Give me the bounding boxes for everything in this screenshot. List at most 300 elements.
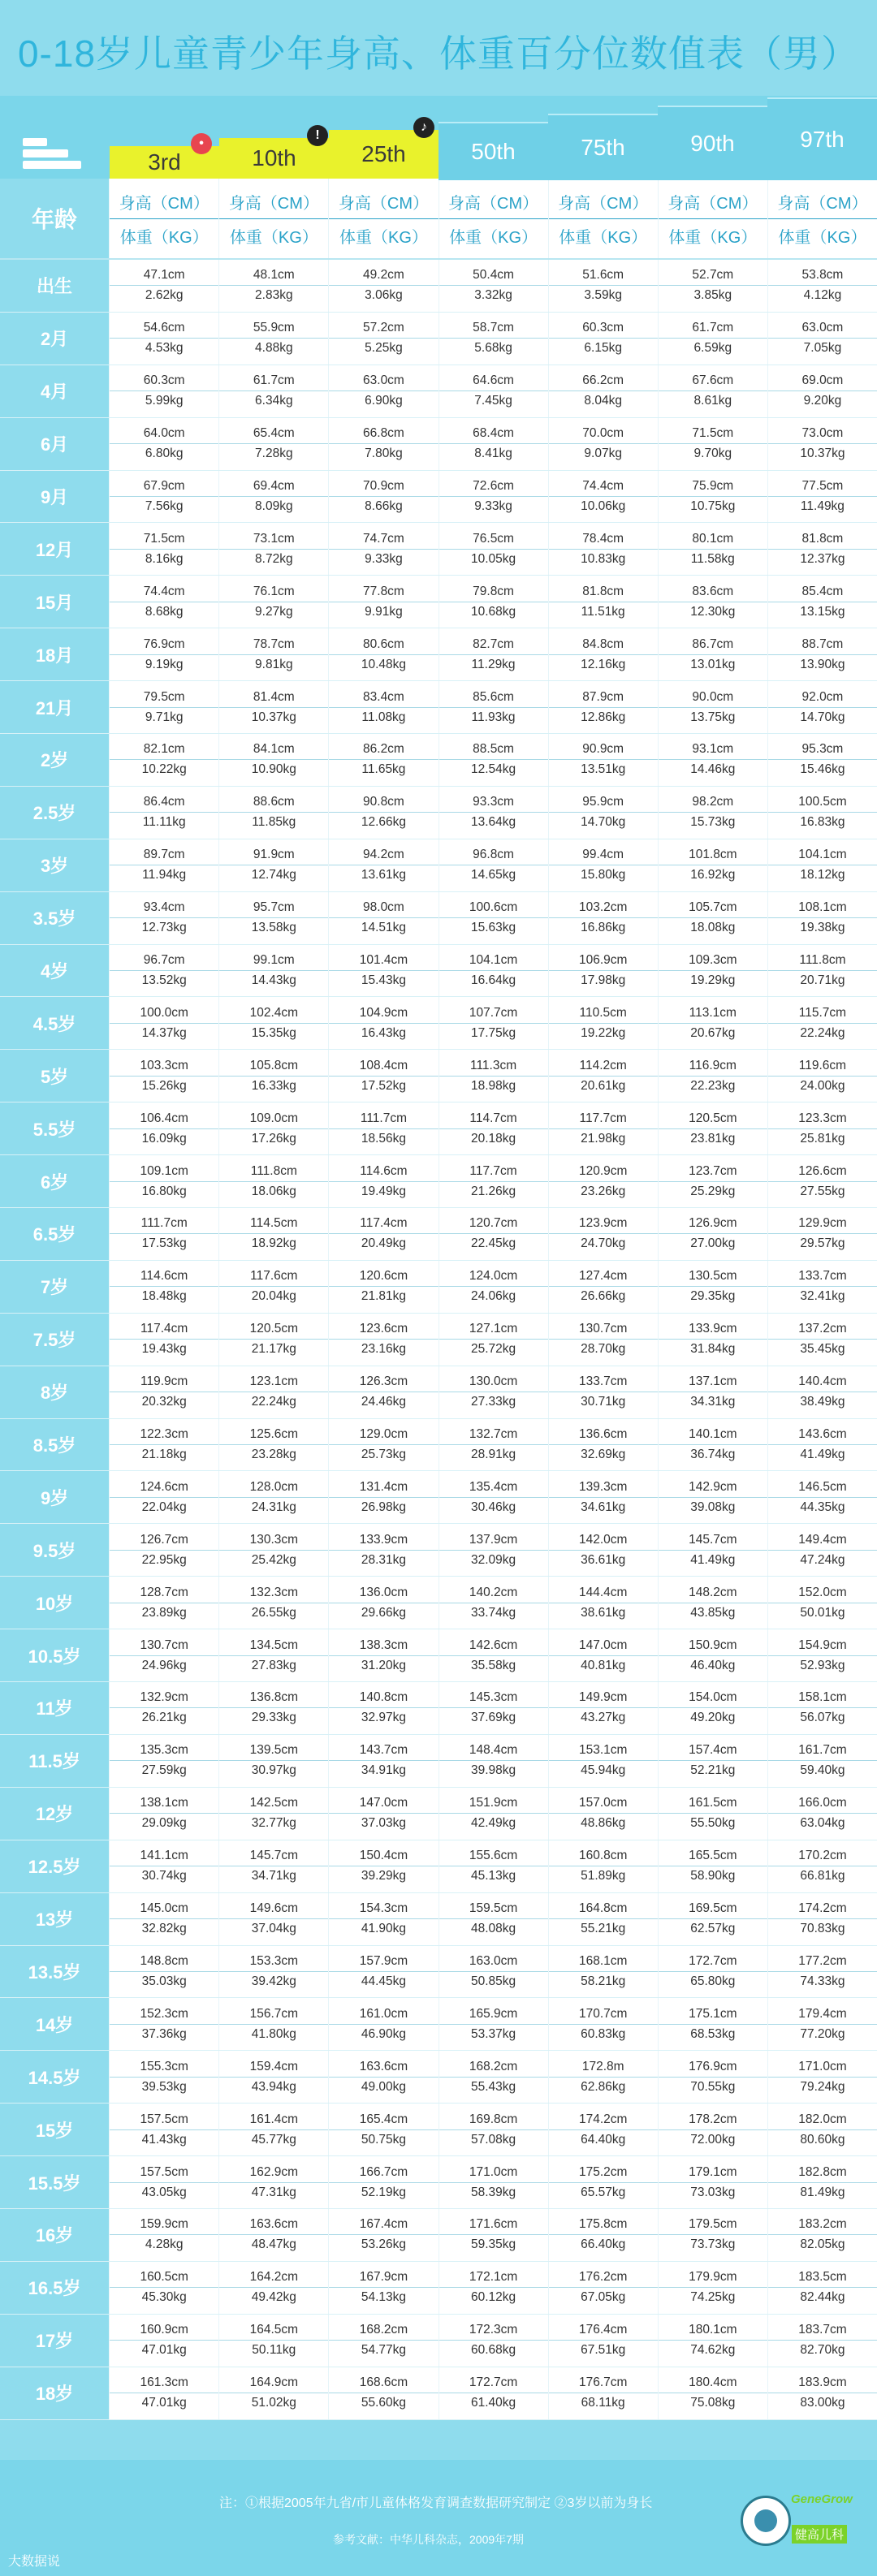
height-value: 101.4cm [329,953,438,971]
height-value: 72.6cm [439,479,548,497]
table-cell [767,1208,877,1260]
height-value: 151.9cm [439,1796,548,1814]
weight-value: 35.45kg [800,1342,845,1357]
column-header-75th [548,179,658,258]
table-cell [658,2156,767,2208]
table-cell [109,418,218,470]
table-cell [109,997,218,1049]
height-value: 95.3cm [768,742,877,760]
weight-value: 55.50kg [690,1816,736,1831]
weight-value: 73.03kg [690,2185,736,2199]
table-cell [658,1524,767,1576]
height-value: 157.5cm [110,2165,218,2183]
table-cell [658,576,767,628]
table-cell [438,1629,548,1681]
weight-value: 9.33kg [365,551,403,566]
table-cell [109,734,218,786]
weight-value: 8.61kg [693,394,732,408]
height-value: 117.4cm [110,1322,218,1340]
table-cell [658,1261,767,1313]
height-value: 136.6cm [549,1427,658,1445]
height-value: 172.7cm [439,2375,548,2393]
genegrow-logo-sub: 健高儿科 [792,2525,847,2544]
weight-value: 50.75kg [361,2132,407,2147]
table-cell [438,471,548,523]
height-value: 182.0cm [768,2112,877,2130]
table-cell [328,260,438,312]
percentile-label: 97th [800,127,845,152]
table-cell [548,365,658,417]
height-value: 163.0cm [439,1954,548,1972]
weight-value: 28.91kg [470,1448,516,1462]
table-cell [109,1946,218,1998]
table-row [0,945,877,998]
weight-label: 体重（KG） [339,228,428,247]
height-value: 126.3cm [329,1374,438,1392]
height-value: 138.1cm [110,1796,218,1814]
table-row [0,1998,877,2051]
height-value: 87.9cm [549,690,658,708]
height-value: 132.3cm [219,1586,328,1603]
height-value: 133.7cm [768,1269,877,1287]
weight-value: 11.65kg [361,762,406,777]
table-cell [328,471,438,523]
table-cell [548,1735,658,1787]
weight-value: 39.29kg [361,1869,407,1883]
table-cell [658,2367,767,2419]
weight-value: 44.35kg [800,1499,845,1514]
height-value: 169.8cm [439,2112,548,2130]
weight-value: 16.09kg [141,1131,187,1146]
weight-value: 21.18kg [141,1448,187,1462]
height-value: 172.8m [549,2060,658,2078]
height-value: 175.2cm [549,2165,658,2183]
table-cell [548,1998,658,2050]
height-value: 133.9cm [329,1533,438,1551]
weight-value: 51.02kg [251,2396,296,2410]
table-cell [218,2051,328,2103]
weight-value: 9.91kg [365,604,403,619]
table-cell [109,2209,218,2261]
table-row [0,1577,877,1629]
weight-value: 25.29kg [690,1184,736,1198]
height-value: 110.5cm [549,1006,658,1024]
weight-value: 39.98kg [470,1763,516,1778]
height-value: 165.4cm [329,2112,438,2130]
table-cell [438,1788,548,1840]
height-value: 146.5cm [768,1480,877,1498]
weight-value: 47.24kg [800,1552,845,1567]
height-value: 79.5cm [110,690,218,708]
height-value: 105.8cm [219,1059,328,1077]
height-value: 161.0cm [329,2007,438,2025]
height-value: 114.7cm [439,1111,548,1129]
table-cell [548,1840,658,1892]
weight-value: 36.61kg [581,1552,626,1567]
height-value: 123.1cm [219,1374,328,1392]
height-value: 66.8cm [329,426,438,444]
height-value: 52.7cm [659,268,767,286]
height-value: 57.2cm [329,321,438,339]
table-cell [109,1788,218,1840]
weight-value: 41.90kg [361,1922,407,1936]
table-cell [109,260,218,312]
table-cell [438,1471,548,1523]
height-value: 183.5cm [768,2270,877,2288]
table-cell [548,2209,658,2261]
table-row [0,1366,877,1419]
weight-value: 26.66kg [581,1289,626,1304]
height-value: 166.7cm [329,2165,438,2183]
weight-value: 55.60kg [361,2396,407,2410]
table-row [0,1208,877,1261]
weight-value: 24.06kg [470,1289,516,1304]
weight-value: 12.54kg [470,762,516,777]
weight-value: 24.70kg [581,1236,626,1251]
table-cell [767,1735,877,1787]
weight-value: 39.42kg [251,1974,296,1988]
height-value: 179.5cm [659,2217,767,2235]
weight-label: 体重（KG） [449,228,538,247]
age-label: 7.5岁 [0,1314,109,1366]
table-cell [109,1419,218,1471]
table-cell [328,734,438,786]
weight-value: 16.92kg [690,868,736,882]
weight-value: 6.59kg [693,341,732,356]
weight-value: 11.94kg [142,868,187,882]
weight-value: 73.73kg [690,2237,736,2252]
table-cell [658,1208,767,1260]
table-cell [767,1155,877,1207]
weight-value: 32.09kg [470,1552,516,1567]
weight-value: 20.71kg [800,973,845,988]
table-cell [438,1840,548,1892]
table-cell [658,471,767,523]
height-value: 160.8cm [549,1849,658,1866]
table-cell [438,523,548,575]
table-row [0,1682,877,1735]
table-cell [218,787,328,839]
table-cell [767,1893,877,1945]
weight-value: 41.43kg [141,2132,187,2147]
weight-value: 50.11kg [252,2343,296,2358]
height-value: 176.7cm [549,2375,658,2393]
weight-value: 8.16kg [145,551,184,566]
height-value: 125.6cm [219,1427,328,1445]
age-label: 6.5岁 [0,1208,109,1260]
table-cell [548,1471,658,1523]
age-column-header: 年龄 [0,179,109,258]
table-cell [218,1102,328,1154]
weight-value: 15.46kg [800,762,845,777]
weight-value: 18.06kg [251,1184,296,1198]
table-cell [109,681,218,733]
table-cell [328,1893,438,1945]
height-value: 114.6cm [110,1269,218,1287]
weight-value: 6.15kg [584,341,622,356]
weight-value: 47.31kg [251,2185,296,2199]
weight-value: 26.55kg [251,1605,296,1620]
table-cell [438,1208,548,1260]
weight-value: 42.49kg [470,1816,516,1831]
table-cell [767,681,877,733]
height-value: 76.1cm [219,585,328,602]
height-value: 148.2cm [659,1586,767,1603]
weight-value: 12.66kg [361,815,407,830]
height-value: 179.1cm [659,2165,767,2183]
table-cell [218,2156,328,2208]
weight-value: 7.28kg [255,447,293,461]
weight-value: 23.81kg [690,1131,736,1146]
table-cell [109,313,218,365]
height-label: 身高（CM） [439,190,548,219]
height-value: 155.6cm [439,1849,548,1866]
table-cell [658,1788,767,1840]
height-value: 133.7cm [549,1374,658,1392]
height-value: 135.3cm [110,1743,218,1761]
weight-value: 14.37kg [141,1025,187,1040]
table-cell [109,2315,218,2367]
weight-value: 17.26kg [251,1131,296,1146]
height-label: 身高（CM） [219,190,328,219]
table-cell [328,1735,438,1787]
table-cell [328,313,438,365]
weight-value: 11.93kg [471,710,516,724]
table-cell [658,1893,767,1945]
weight-value: 10.37kg [800,447,845,461]
table-cell [109,1050,218,1102]
height-value: 164.8cm [549,1901,658,1919]
weight-value: 60.83kg [581,2026,626,2041]
table-row [0,628,877,681]
height-value: 104.1cm [768,848,877,865]
percentile-label: 90th [690,131,735,156]
table-cell [767,1629,877,1681]
weight-value: 15.63kg [470,921,516,935]
table-cell [328,2315,438,2367]
height-value: 180.1cm [659,2323,767,2341]
height-value: 172.7cm [659,1954,767,1972]
height-value: 130.3cm [219,1533,328,1551]
table-cell [328,1998,438,2050]
height-value: 86.2cm [329,742,438,760]
table-cell [548,628,658,680]
table-cell [767,2104,877,2155]
table-cell [328,365,438,417]
table-row [0,1735,877,1788]
height-value: 183.2cm [768,2217,877,2235]
table-cell [658,787,767,839]
height-value: 140.4cm [768,1374,877,1392]
weight-value: 54.13kg [361,2290,407,2305]
weight-value: 49.00kg [361,2079,407,2094]
height-value: 93.3cm [439,795,548,813]
weight-value: 59.35kg [470,2237,516,2252]
height-value: 109.0cm [219,1111,328,1129]
weight-value: 6.80kg [145,447,184,461]
height-value: 172.1cm [439,2270,548,2288]
table-cell [328,1682,438,1734]
weight-value: 46.90kg [361,2026,407,2041]
table-cell [218,1366,328,1418]
weight-value: 35.58kg [470,1658,516,1672]
weight-value: 74.25kg [690,2290,736,2305]
table-cell [548,576,658,628]
height-value: 106.4cm [110,1111,218,1129]
table-cell [218,1735,328,1787]
weight-value: 12.37kg [800,551,845,566]
table-cell [767,787,877,839]
page-title: 0-18岁儿童青少年身高、体重百分位数值表（男） [17,32,860,75]
weight-value: 32.77kg [251,1816,296,1831]
height-value: 114.5cm [219,1216,328,1234]
table-cell [109,787,218,839]
weight-value: 49.42kg [251,2290,296,2305]
table-cell [438,1261,548,1313]
height-value: 176.9cm [659,2060,767,2078]
weight-label: 体重（KG） [559,228,648,247]
weight-value: 27.00kg [690,1236,736,1251]
height-value: 119.9cm [110,1374,218,1392]
height-value: 74.7cm [329,532,438,550]
age-label: 13岁 [0,1893,109,1945]
weight-value: 48.08kg [470,1922,516,1936]
table-row [0,1524,877,1577]
table-row [0,1419,877,1472]
column-header-3rd [109,179,218,258]
table-cell [328,2209,438,2261]
weight-value: 2.83kg [255,288,293,303]
height-value: 145.7cm [219,1849,328,1866]
table-cell [658,1998,767,2050]
table-cell [548,1261,658,1313]
height-value: 82.7cm [439,637,548,655]
table-cell [767,1998,877,2050]
weight-value: 57.08kg [470,2132,516,2147]
table-cell [438,576,548,628]
height-value: 164.5cm [219,2323,328,2341]
weight-value: 16.43kg [361,1025,407,1040]
table-cell [109,1577,218,1629]
height-value: 115.7cm [768,1006,877,1024]
height-value: 170.2cm [768,1849,877,1866]
table-cell [548,2051,658,2103]
height-value: 58.7cm [439,321,548,339]
height-value: 147.0cm [329,1796,438,1814]
table-row [0,2315,877,2367]
table-cell [109,2156,218,2208]
weight-value: 30.74kg [141,1869,187,1883]
weight-value: 22.04kg [141,1499,187,1514]
height-value: 120.6cm [329,1269,438,1287]
weight-value: 3.85kg [693,288,732,303]
weight-value: 23.26kg [581,1184,626,1198]
table-cell [218,945,328,997]
column-header-25th [328,179,438,258]
height-value: 61.7cm [659,321,767,339]
table-cell [109,1208,218,1260]
table-cell [218,1577,328,1629]
height-value: 85.4cm [768,585,877,602]
height-value: 53.8cm [768,268,877,286]
table-cell [328,1946,438,1998]
height-value: 106.9cm [549,953,658,971]
height-value: 140.1cm [659,1427,767,1445]
table-cell [548,892,658,944]
table-cell [658,1314,767,1366]
table-row [0,365,877,418]
table-row [0,418,877,471]
height-value: 85.6cm [439,690,548,708]
height-value: 140.8cm [329,1690,438,1708]
weight-value: 14.65kg [470,868,516,882]
table-cell [438,1998,548,2050]
table-row [0,576,877,628]
table-cell [328,1050,438,1102]
table-cell [767,2315,877,2367]
table-cell [438,1735,548,1787]
table-row [0,1629,877,1682]
weight-value: 70.55kg [690,2079,736,2094]
table-row [0,1102,877,1155]
table-cell [438,1366,548,1418]
height-value: 161.4cm [219,2112,328,2130]
table-cell [767,260,877,312]
age-label: 8.5岁 [0,1419,109,1471]
age-label: 4.5岁 [0,997,109,1049]
table-cell [109,1366,218,1418]
table-cell [109,839,218,891]
table-cell [218,418,328,470]
weight-value: 68.53kg [690,2026,736,2041]
weight-value: 17.75kg [470,1025,516,1040]
table-cell [438,365,548,417]
height-value: 176.4cm [549,2323,658,2341]
weight-value: 31.84kg [690,1342,736,1357]
weight-value: 21.26kg [470,1184,516,1198]
weight-value: 25.81kg [800,1131,845,1146]
weight-value: 43.85kg [690,1605,736,1620]
height-value: 139.5cm [219,1743,328,1761]
height-value: 139.3cm [549,1480,658,1498]
height-value: 81.8cm [549,585,658,602]
height-value: 164.9cm [219,2375,328,2393]
table-cell [658,892,767,944]
height-label: 身高（CM） [110,190,218,219]
height-value: 149.6cm [219,1901,328,1919]
height-value: 104.1cm [439,953,548,971]
table-cell [658,1155,767,1207]
weight-value: 82.70kg [800,2343,845,2358]
age-label: 6月 [0,418,109,470]
table-cell [767,1788,877,1840]
height-value: 93.4cm [110,900,218,918]
table-cell [548,523,658,575]
weight-value: 41.49kg [690,1552,736,1567]
weight-value: 55.43kg [470,2079,516,2094]
weight-value: 66.81kg [800,1869,845,1883]
weight-value: 29.57kg [800,1236,845,1251]
height-value: 171.6cm [439,2217,548,2235]
weight-value: 26.21kg [141,1711,187,1725]
weight-value: 28.31kg [361,1552,407,1567]
height-value: 159.4cm [219,2060,328,2078]
table-header-row [0,179,877,260]
weight-value: 20.04kg [251,1289,296,1304]
height-value: 75.9cm [659,479,767,497]
height-value: 109.3cm [659,953,767,971]
height-value: 66.2cm [549,373,658,391]
